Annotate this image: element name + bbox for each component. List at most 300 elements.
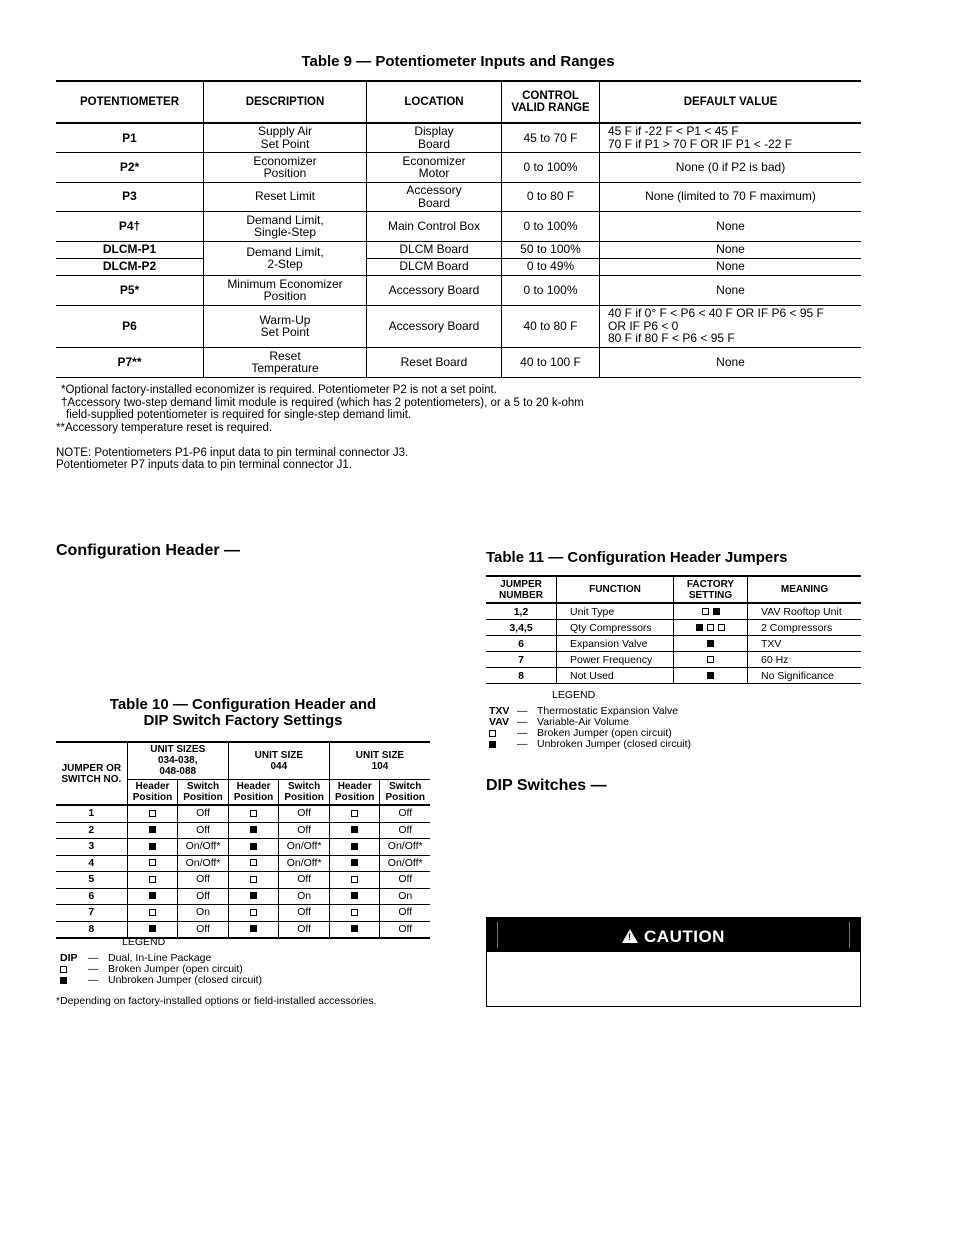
table10-header-line: Position — [183, 791, 223, 803]
table10-header-position — [329, 888, 380, 905]
table9-potentiometer: DLCM-P1 — [56, 241, 204, 258]
table10-header-line: Header — [236, 780, 271, 792]
table11-legend-title: LEGEND — [552, 689, 596, 701]
legend-dash: — — [88, 952, 99, 964]
table9-note: Potentiometer P7 inputs data to pin terminal connector J1. — [56, 459, 352, 471]
table9-description — [204, 123, 367, 152]
table11-meaning: VAV Rooftop Unit — [748, 603, 862, 620]
unbroken-jumper-icon — [351, 859, 358, 866]
table10-row — [56, 805, 430, 822]
table10-switch-position: On/Off* — [178, 839, 229, 856]
table9-potentiometer: P4† — [56, 211, 204, 241]
table10-switch-position: Off — [380, 872, 430, 889]
table10-footnote: *Depending on factory-installed options or field-installed accessories. — [56, 995, 377, 1007]
table9-default — [600, 182, 862, 211]
table9-location — [367, 152, 502, 182]
table10-switch-number: 1 — [56, 805, 127, 822]
table10-row — [56, 822, 430, 839]
table9-location-line: Motor — [418, 166, 450, 180]
legend-key — [489, 739, 517, 750]
table10-group-header — [329, 742, 430, 779]
table10-header-position — [329, 805, 380, 822]
table9-potentiometer: P7** — [56, 347, 204, 377]
broken-jumper-icon — [149, 876, 156, 883]
broken-jumper-icon — [707, 624, 714, 631]
table9-description — [204, 347, 367, 377]
table11-function: Unit Type — [557, 603, 674, 620]
table10-header-position — [127, 888, 178, 905]
table9-description-line: Supply Air — [257, 124, 313, 139]
table9-range: 40 to 80 F — [502, 305, 600, 347]
table10-switch-position: Off — [178, 822, 229, 839]
table10-switch-position: Off — [178, 872, 229, 889]
table9-location-line: Display — [414, 124, 454, 139]
table11-header — [486, 576, 557, 603]
table9-row — [56, 182, 861, 211]
broken-jumper-icon — [351, 810, 358, 817]
broken-jumper-icon — [702, 608, 709, 615]
table9-potentiometer: DLCM-P2 — [56, 258, 204, 275]
table9-default — [600, 241, 862, 258]
table11-row — [486, 636, 861, 652]
legend-dash: — — [88, 963, 99, 975]
table10-group-header — [127, 742, 228, 779]
table10-switch-position: Off — [279, 905, 330, 922]
table10-header-line: UNIT SIZES — [150, 744, 206, 756]
table9-location — [367, 182, 502, 211]
table10-header-line: 104 — [371, 760, 389, 772]
table10-header-line: Position — [334, 791, 375, 803]
table11-header: MEANING — [748, 576, 862, 603]
broken-jumper-icon — [149, 859, 156, 866]
table11-row — [486, 603, 861, 620]
table9-row — [56, 211, 861, 241]
table10-col0-header — [56, 742, 127, 805]
table11 — [486, 575, 861, 684]
table9-description-line: Demand Limit, — [246, 244, 324, 259]
table9-description-line: Minimum Economizer — [227, 276, 343, 291]
legend-text: Broken Jumper (open circuit) — [537, 727, 672, 739]
legend-key: TXV — [489, 705, 510, 717]
table10-header-position — [329, 905, 380, 922]
dip-switches-heading: DIP Switches — — [486, 777, 607, 794]
table9-default-line: None (0 if P2 is bad) — [675, 159, 786, 174]
table10-switch-position: On/Off* — [380, 855, 430, 872]
legend-item — [489, 739, 691, 750]
table9-location-line: Board — [417, 136, 451, 151]
table11-header-line: FACTORY — [686, 578, 735, 590]
broken-jumper-icon — [351, 876, 358, 883]
table10-title-line: Table 10 — Configuration Header and — [109, 696, 377, 713]
table10-header-line: UNIT SIZE — [254, 749, 304, 761]
table9-range: 0 to 100% — [502, 275, 600, 305]
table9-location — [367, 347, 502, 377]
broken-jumper-icon — [250, 810, 257, 817]
table10-header-row — [56, 742, 430, 779]
broken-jumper-icon — [351, 909, 358, 916]
legend-text: Thermostatic Expansion Valve — [537, 705, 679, 717]
table10-header-position — [127, 855, 178, 872]
table9-range: 40 to 100 F — [502, 347, 600, 377]
table10-sub-header — [178, 779, 229, 805]
table9-default — [600, 347, 862, 377]
table9-range: 50 to 100% — [502, 241, 600, 258]
unbroken-jumper-icon — [60, 977, 67, 984]
unbroken-jumper-icon — [149, 925, 156, 932]
table9-description-line: Demand Limit, — [246, 212, 324, 227]
table10-switch-position: Off — [380, 805, 430, 822]
table9-default-line: None — [716, 259, 745, 274]
unbroken-jumper-icon — [149, 843, 156, 850]
table9 — [56, 80, 861, 378]
table9-default-line: 45 F if -22 F < P1 < 45 F — [608, 124, 739, 139]
table10-header-position — [127, 905, 178, 922]
table9-description — [204, 182, 367, 211]
table9-row — [56, 152, 861, 182]
table9-location-line: Board — [417, 195, 451, 210]
table11-factory-setting — [674, 652, 748, 668]
table10-header-line: Switch — [288, 780, 321, 792]
legend-key: VAV — [489, 716, 510, 728]
table11-factory-setting — [674, 620, 748, 636]
table9-description-line: Economizer — [253, 153, 317, 168]
table10 — [56, 741, 430, 939]
table9-description-line: Reset Limit — [254, 189, 316, 204]
table10-header-line: Header — [337, 780, 372, 792]
caution-banner — [487, 918, 860, 952]
table9-header: LOCATION — [367, 81, 502, 123]
table10-header-position — [228, 805, 279, 822]
table10-switch-number: 5 — [56, 872, 127, 889]
table9-description-line: Single-Step — [253, 225, 317, 239]
broken-jumper-icon — [149, 909, 156, 916]
table9-description-line: Set Point — [260, 325, 310, 339]
table9-description — [204, 275, 367, 305]
table11-header-line: NUMBER — [499, 589, 543, 601]
table9-header: DEFAULT VALUE — [600, 81, 862, 123]
table11-row — [486, 652, 861, 668]
table10-switch-position: Off — [380, 905, 430, 922]
table9-description — [204, 241, 367, 275]
table11-function: Expansion Valve — [557, 636, 674, 652]
table9-potentiometer: P5* — [56, 275, 204, 305]
table10-switch-position: Off — [178, 888, 229, 905]
table9-range: 0 to 80 F — [502, 182, 600, 211]
table9-potentiometer: P1 — [56, 123, 204, 152]
unbroken-jumper-icon — [707, 640, 714, 647]
table10-header-line: 048-088 — [159, 766, 197, 778]
table10-switch-position: Off — [178, 921, 229, 938]
broken-jumper-icon — [489, 730, 496, 737]
table10-row — [56, 839, 430, 856]
legend-key — [489, 728, 517, 739]
legend-key — [60, 964, 88, 975]
legend-text: Variable-Air Volume — [537, 716, 630, 728]
table9-header: POTENTIOMETER — [56, 81, 204, 123]
table11-meaning: No Significance — [748, 668, 862, 684]
legend-dash: — — [517, 705, 528, 717]
broken-jumper-icon — [60, 966, 67, 973]
table9-location — [367, 305, 502, 347]
table11-legend — [489, 706, 691, 750]
table10-header-position — [228, 872, 279, 889]
table10-switch-position: Off — [279, 921, 330, 938]
unbroken-jumper-icon — [351, 892, 358, 899]
table9-description-line: Set Point — [260, 136, 310, 151]
table9-location — [367, 275, 502, 305]
table10-row — [56, 855, 430, 872]
table9-default-line: None — [716, 354, 745, 369]
table11-jumper-number: 7 — [486, 652, 557, 668]
broken-jumper-icon — [250, 909, 257, 916]
table10-header-line: JUMPER OR — [61, 762, 122, 774]
legend-dash: — — [517, 716, 528, 728]
table9-location-line: Economizer — [402, 153, 466, 168]
unbroken-jumper-icon — [351, 826, 358, 833]
table9-default — [600, 123, 862, 152]
table9-description-line: 2-Step — [267, 257, 303, 271]
table11-factory-setting — [674, 603, 748, 620]
table9-description-line: Position — [263, 289, 307, 303]
table10-switch-position: On/Off* — [380, 839, 430, 856]
table10-header-position — [329, 855, 380, 872]
table10-header-line: Position — [284, 791, 324, 803]
table10-header-line: Switch — [389, 780, 422, 792]
table10-header-position — [127, 822, 178, 839]
table11-function: Not Used — [557, 668, 674, 684]
table10-sub-header — [127, 779, 178, 805]
table11-header-row — [486, 576, 861, 603]
table10-switch-number: 6 — [56, 888, 127, 905]
table11-jumper-number: 1,2 — [486, 603, 557, 620]
table10-header-position — [228, 921, 279, 938]
table10-header-line: Switch — [186, 780, 220, 792]
table9-location — [367, 241, 502, 258]
table10-switch-number: 8 — [56, 921, 127, 938]
unbroken-jumper-icon — [707, 672, 714, 679]
table9-location — [367, 211, 502, 241]
table10-row — [56, 921, 430, 938]
broken-jumper-icon — [149, 810, 156, 817]
table11-jumper-number: 8 — [486, 668, 557, 684]
table11-row — [486, 620, 861, 636]
table9-default-line: None — [716, 218, 745, 233]
table9-header: CONTROL VALID RANGE — [502, 81, 600, 123]
table10-switch-position: Off — [279, 822, 330, 839]
table10-header-line: Header — [135, 780, 170, 792]
table9-default-line: 70 F if P1 > 70 F OR IF P1 < -22 F — [608, 136, 793, 151]
legend-text: Broken Jumper (open circuit) — [108, 963, 243, 975]
table9-default — [600, 275, 862, 305]
table10-sub-header — [279, 779, 330, 805]
table9-footnote: †Accessory two-step demand limit module is required (which has 2 potentiometers), or a 5 to 20 k-ohm — [61, 397, 584, 409]
broken-jumper-icon — [250, 876, 257, 883]
table9-location-line: Accessory Board — [388, 282, 480, 297]
table9-default — [600, 152, 862, 182]
warning-triangle-icon: ! — [622, 929, 638, 943]
table10-header-position — [127, 839, 178, 856]
legend-item — [60, 975, 262, 986]
caution-label — [487, 927, 860, 947]
unbroken-jumper-icon — [696, 624, 703, 631]
table9-description-line: Reset — [269, 348, 301, 363]
table10-header-line: UNIT SIZE — [355, 749, 405, 761]
table9-default-line: None — [716, 282, 745, 297]
table9-row — [56, 305, 861, 347]
table10-switch-number: 3 — [56, 839, 127, 856]
table9-location-line: Accessory Board — [388, 318, 480, 333]
table9-footnote: **Accessory temperature reset is required. — [56, 422, 273, 434]
table10-sub-header — [329, 779, 380, 805]
table10-header-line: 034-038, — [158, 755, 198, 767]
table11-header-line: SETTING — [688, 589, 733, 601]
table9-default-line: None (limited to 70 F maximum) — [645, 189, 816, 204]
legend-key — [60, 975, 88, 986]
table11-jumper-number: 6 — [486, 636, 557, 652]
table10-switch-position: Off — [279, 872, 330, 889]
table11-function: Power Frequency — [557, 652, 674, 668]
unbroken-jumper-icon — [250, 843, 257, 850]
table9-location-line: Accessory — [406, 183, 462, 197]
table11-meaning: 60 Hz — [748, 652, 862, 668]
legend-dash: — — [517, 738, 528, 750]
table11-jumper-number: 3,4,5 — [486, 620, 557, 636]
table9-potentiometer: P2* — [56, 152, 204, 182]
table9-default — [600, 258, 862, 275]
unbroken-jumper-icon — [250, 925, 257, 932]
table9-default — [600, 305, 862, 347]
table9-header-row — [56, 81, 861, 123]
configuration-header-heading: Configuration Header — — [56, 542, 241, 559]
table9-description-line: Position — [263, 166, 307, 180]
table10-header-position — [228, 822, 279, 839]
table10-sub-header — [380, 779, 430, 805]
table9-title: Table 9 — Potentiometer Inputs and Ranges — [301, 53, 615, 70]
table9-location-line: Reset Board — [400, 354, 468, 369]
unbroken-jumper-icon — [149, 892, 156, 899]
table11-factory-setting — [674, 636, 748, 652]
broken-jumper-icon — [707, 656, 714, 663]
table9-location-line: DLCM Board — [399, 259, 469, 274]
table10-header-position — [228, 855, 279, 872]
table9-default-line: None — [716, 242, 745, 257]
table9-row — [56, 275, 861, 305]
legend-text: Unbroken Jumper (closed circuit) — [537, 738, 692, 750]
table9-potentiometer: P6 — [56, 305, 204, 347]
table10-switch-position: On/Off* — [279, 855, 330, 872]
table9-location-line: DLCM Board — [399, 242, 469, 257]
table11-meaning: TXV — [748, 636, 862, 652]
table10-switch-position: Off — [380, 921, 430, 938]
table10-row — [56, 905, 430, 922]
table11-title: Table 11 — Configuration Header Jumpers — [486, 549, 788, 566]
table11-function: Qty Compressors — [557, 620, 674, 636]
table9-range: 0 to 100% — [502, 152, 600, 182]
table11-meaning: 2 Compressors — [748, 620, 862, 636]
table9-description — [204, 305, 367, 347]
unbroken-jumper-icon — [489, 741, 496, 748]
table10-switch-position: On/Off* — [279, 839, 330, 856]
table10-header-line: Position — [385, 791, 425, 803]
table10-title-line: DIP Switch Factory Settings — [143, 712, 343, 729]
table9-description-line: Temperature — [251, 361, 319, 375]
table10-row — [56, 872, 430, 889]
legend-key: DIP — [60, 952, 78, 964]
table10-switch-position: On/Off* — [178, 855, 229, 872]
table11-factory-setting — [674, 668, 748, 684]
table9-footnote: field-supplied potentiometer is required for single-step demand limit. — [66, 409, 412, 421]
caution-text: CAUTION — [644, 927, 725, 946]
legend-dash: — — [88, 974, 99, 986]
table10-switch-number: 7 — [56, 905, 127, 922]
table9-note: NOTE: Potentiometers P1-P6 input data to pin terminal connector J3. — [56, 447, 409, 459]
table10-header-position — [329, 872, 380, 889]
table9-row — [56, 241, 861, 258]
table10-header-position — [228, 839, 279, 856]
table9-row — [56, 123, 861, 152]
table9-default-line: 40 F if 0° F < P6 < 40 F OR IF P6 < 95 F — [608, 306, 824, 321]
legend-text: Dual, In-Line Package — [108, 952, 212, 964]
table10-title — [56, 697, 430, 729]
table10-switch-position: On — [178, 905, 229, 922]
unbroken-jumper-icon — [149, 826, 156, 833]
table10-switch-position: On — [380, 888, 430, 905]
table10-header-line: Position — [233, 791, 274, 803]
table9-range: 0 to 49% — [502, 258, 600, 275]
unbroken-jumper-icon — [713, 608, 720, 615]
table10-switch-position: Off — [178, 805, 229, 822]
table11-row — [486, 668, 861, 684]
table9-default — [600, 211, 862, 241]
table9-location — [367, 258, 502, 275]
unbroken-jumper-icon — [250, 826, 257, 833]
table9-default-line: OR IF P6 < 0 — [608, 318, 679, 333]
table10-switch-number: 2 — [56, 822, 127, 839]
table9-location — [367, 123, 502, 152]
table10-group-header — [228, 742, 329, 779]
table11-header-line: JUMPER — [500, 578, 542, 590]
table10-header-line: SWITCH NO. — [61, 773, 122, 785]
table10-switch-position: Off — [380, 822, 430, 839]
unbroken-jumper-icon — [351, 925, 358, 932]
table10-row — [56, 888, 430, 905]
legend-dash: — — [517, 727, 528, 739]
table9-potentiometer: P3 — [56, 182, 204, 211]
table9-footnote: *Optional factory-installed economizer is required. Potentiometer P2 is not a set point. — [61, 384, 497, 396]
table9-row — [56, 258, 861, 275]
table11-header: FUNCTION — [557, 576, 674, 603]
table10-switch-position: On — [279, 888, 330, 905]
table9-range: 45 to 70 F — [502, 123, 600, 152]
table9-header: DESCRIPTION — [204, 81, 367, 123]
table10-header-position — [228, 905, 279, 922]
broken-jumper-icon — [718, 624, 725, 631]
table10-switch-position: Off — [279, 805, 330, 822]
table9-range: 0 to 100% — [502, 211, 600, 241]
table10-header-position — [329, 921, 380, 938]
table10-legend-title: LEGEND — [122, 936, 166, 948]
unbroken-jumper-icon — [250, 892, 257, 899]
unbroken-jumper-icon — [351, 843, 358, 850]
table10-header-position — [329, 822, 380, 839]
table9-description-line: Warm-Up — [259, 312, 311, 327]
table10-header-line: Position — [132, 791, 173, 803]
table9-row — [56, 347, 861, 377]
table10-sub-header — [228, 779, 279, 805]
legend-text: Unbroken Jumper (closed circuit) — [108, 974, 263, 986]
table9-description — [204, 211, 367, 241]
table10-header-position — [127, 872, 178, 889]
